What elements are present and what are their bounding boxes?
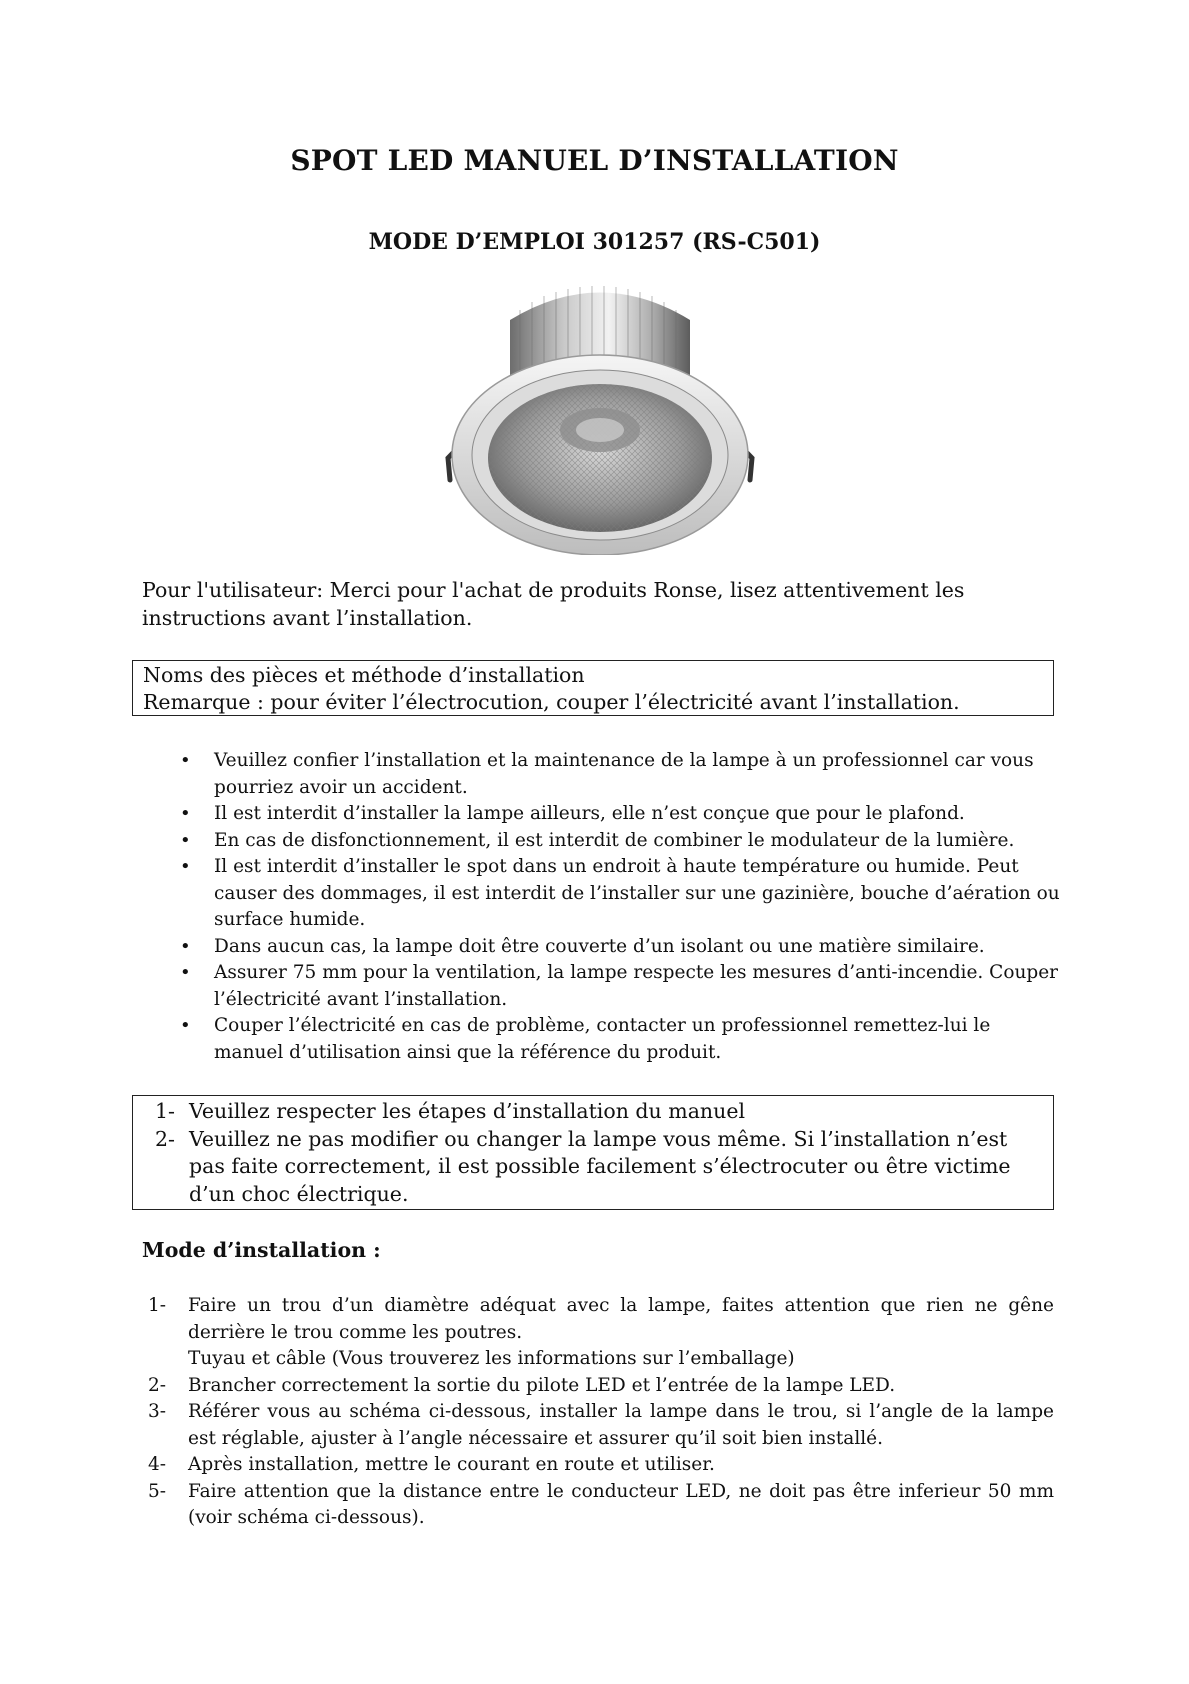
step-item	[148, 1293, 1054, 1373]
list-item-text: Assurer 75 mm pour la ventilation, la lampe respecte les mesures d’anti-incendie. Couper l’électricité avant l’installation.	[214, 962, 1059, 1010]
list-item-text: Couper l’électricité en cas de problème, contacter un professionnel remettez-lui le manuel d’utilisation ainsi que la référence du produit.	[214, 1015, 991, 1063]
installation-heading: Mode d’installation :	[142, 1238, 381, 1262]
list-item-text: Veuillez confier l’installation et la maintenance de la lampe à un professionnel car vous pourriez avoir un accident.	[214, 750, 1034, 798]
step-text: Faire attention que la distance entre le conducteur LED, ne doit pas être inferieur 50 mm (voir schéma ci-dessous).	[188, 1480, 1054, 1528]
step-text: Après installation, mettre le courant en route et utiliser.	[188, 1454, 715, 1475]
bullet-icon: •	[180, 829, 191, 851]
warning-number: 1-	[155, 1099, 175, 1123]
list-item	[180, 748, 1060, 801]
step-item	[148, 1479, 1054, 1532]
safety-bullet-list	[180, 748, 1060, 1066]
step-number: 2-	[148, 1374, 167, 1396]
step-number: 4-	[148, 1454, 167, 1475]
document-subtitle: MODE D’EMPLOI 301257 (RS-C501)	[368, 229, 821, 255]
list-item-text: Il est interdit d’installer la lampe ailleurs, elle n’est conçue que pour le plafond.	[214, 803, 965, 824]
warning-item	[141, 1126, 1045, 1209]
list-item-text: En cas de disfonctionnement, il est interdit de combiner le modulateur de la lumière.	[214, 829, 1015, 851]
step-item	[148, 1399, 1054, 1452]
bullet-icon: •	[180, 962, 191, 983]
step-number: 3-	[148, 1401, 167, 1422]
bullet-icon: •	[180, 1015, 191, 1036]
document-title: SPOT LED MANUEL D’INSTALLATION	[290, 144, 899, 177]
list-item-text: Dans aucun cas, la lampe doit être couverte d’un isolant ou une matière similaire.	[214, 935, 985, 957]
warning-text: Veuillez ne pas modifier ou changer la lampe vous même. Si l’installation n’est pas faite correctement, il est possible facilement s’électrocuter ou être victime d’un choc électrique.	[189, 1126, 1011, 1206]
bullet-icon: •	[180, 803, 191, 824]
intro-text: Pour l'utilisateur: Merci pour l'achat de produits Ronse, lisez attentivement les instructions avant l’installation.	[142, 578, 965, 630]
step-number: 1-	[148, 1295, 167, 1316]
warning-text: Veuillez respecter les étapes d’installation du manuel	[189, 1099, 746, 1123]
list-item	[180, 828, 1060, 855]
warning-item	[141, 1098, 1045, 1126]
list-item	[180, 1013, 1060, 1066]
step-item	[148, 1373, 1054, 1400]
notice-line-parts: Noms des pièces et méthode d’installation	[143, 663, 585, 687]
step-extra-text: Tuyau et câble (Vous trouverez les informations sur l’emballage)	[188, 1348, 795, 1369]
installation-steps	[148, 1293, 1054, 1532]
led-downlight-icon	[440, 280, 760, 555]
list-item	[180, 854, 1060, 934]
warning-box	[132, 1095, 1054, 1210]
warning-number: 2-	[155, 1126, 175, 1151]
step-item	[148, 1452, 1054, 1479]
step-number: 5-	[148, 1480, 167, 1502]
step-text: Faire un trou d’un diamètre adéquat avec la lampe, faites attention que rien ne gêne derrière le trou comme les poutres.	[188, 1295, 1054, 1343]
list-item	[180, 934, 1060, 961]
notice-line-remark: Remarque : pour éviter l’électrocution, couper l’électricité avant l’installation.	[143, 690, 960, 714]
bullet-icon: •	[180, 750, 191, 771]
notice-box	[132, 660, 1054, 716]
bullet-icon: •	[180, 856, 191, 877]
step-text: Brancher correctement la sortie du pilote LED et l’entrée de la lampe LED.	[188, 1374, 896, 1396]
list-item-text: Il est interdit d’installer le spot dans un endroit à haute température ou humide. Peut causer des dommages, il est interdit de l’installer sur une gazinière, bouche d’aération ou surface humide.	[214, 856, 1060, 930]
bullet-icon: •	[180, 935, 191, 957]
list-item	[180, 960, 1060, 1013]
list-item	[180, 801, 1060, 828]
step-text: Référer vous au schéma ci-dessous, installer la lampe dans le trou, si l’angle de la lampe est réglable, ajuster à l’angle nécessaire et assurer qu’il soit bien installé.	[188, 1401, 1054, 1449]
